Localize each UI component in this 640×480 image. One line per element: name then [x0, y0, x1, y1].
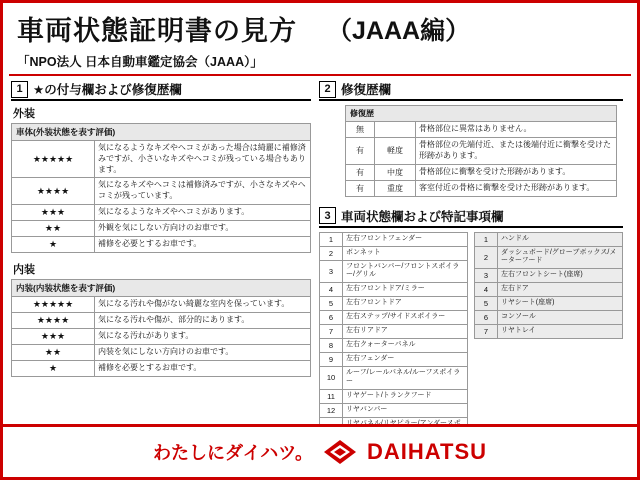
part-label: 左右フロントドア/ミラー: [343, 283, 468, 297]
table-row: [12, 236, 311, 252]
table-row: [12, 204, 311, 220]
rating-desc: 外観を気にしない方向けのお車です。: [95, 220, 311, 236]
part-no: 10: [320, 367, 343, 390]
table-row: [346, 180, 617, 196]
repair-flag: 無: [346, 122, 375, 138]
rating-desc: 内装を気にしない方向けのお車です。: [95, 344, 311, 360]
part-label: 左右フロントフェンダー: [343, 232, 468, 246]
rating-desc: 気になるようなキズやヘコミがあった場合は綺麗に補修済みですが、小さいなキズやヘコミが残っている場合もあります。: [95, 141, 311, 178]
table-row: [475, 232, 623, 246]
repair-history-table: [345, 105, 617, 197]
part-label: 左右フロントシート(座席): [498, 269, 623, 283]
rating-stars: ★★★: [12, 328, 95, 344]
rating-stars: ★★: [12, 220, 95, 236]
exterior-parts-table: [319, 232, 468, 441]
part-no: 12: [320, 403, 343, 417]
table-row: [346, 122, 617, 138]
part-no: 2: [320, 246, 343, 260]
section-2-number: 2: [319, 81, 336, 98]
table-row: [320, 283, 468, 297]
part-label: 左右ドア: [498, 283, 623, 297]
rating-stars: ★★: [12, 344, 95, 360]
rating-stars: ★★★★: [12, 178, 95, 205]
table-row: [12, 312, 311, 328]
rating-desc: 気になる汚れや傷が、部分的にあります。: [95, 312, 311, 328]
part-label: フロントバンパー/フロントスポイラー/グリル: [343, 260, 468, 283]
table-row: [320, 297, 468, 311]
repair-level: 中度: [375, 164, 416, 180]
table-row: [346, 164, 617, 180]
rating-desc: 気になる汚れがあります。: [95, 328, 311, 344]
right-column: [319, 80, 623, 440]
interior-parts-table: [474, 232, 623, 340]
part-no: 4: [320, 283, 343, 297]
table-row: [12, 296, 311, 312]
rating-desc: 補修を必要とするお車です。: [95, 236, 311, 252]
table-row: [475, 246, 623, 269]
part-no: 4: [475, 283, 498, 297]
exterior-table-header: 車体(外装状態を表す評価): [12, 124, 311, 141]
page-title: 車両状態証明書の見方: [17, 16, 297, 46]
table-row: [475, 269, 623, 283]
rating-desc: 気になるようなキズやヘコミがあります。: [95, 204, 311, 220]
part-label: ボンネット: [343, 246, 468, 260]
part-no: 5: [475, 297, 498, 311]
part-label: リヤバンパー: [343, 403, 468, 417]
part-label: リヤシート(座席): [498, 297, 623, 311]
title-row: [3, 3, 637, 48]
interior-rating-table: [11, 279, 311, 377]
table-row: [320, 260, 468, 283]
section-1-title: ★の付与欄および修復歴欄: [33, 83, 182, 97]
table-row: [475, 283, 623, 297]
part-no: 7: [320, 325, 343, 339]
repair-desc: 骨格部位の先端付近、または後端付近に衝撃を受けた形跡があります。: [416, 138, 617, 165]
part-label: 左右クォーターパネル: [343, 339, 468, 353]
section-2-title: 修復歴欄: [341, 83, 392, 97]
page-title-suffix: （JAAA編）: [327, 16, 471, 45]
table-row: [475, 325, 623, 339]
condition-note-tables: [319, 232, 623, 441]
table-row: [12, 328, 311, 344]
rating-stars: ★: [12, 236, 95, 252]
daihatsu-logo-icon: [323, 439, 357, 465]
part-no: 6: [320, 311, 343, 325]
table-row: [12, 141, 311, 178]
rating-desc: 気になるキズやヘコミは補修済みですが、小さなキズやヘコミが残っています。: [95, 178, 311, 205]
exterior-label: 外装: [13, 108, 35, 120]
content-columns: [3, 76, 637, 440]
part-no: 6: [475, 311, 498, 325]
left-column: [11, 80, 311, 440]
table-row: [12, 344, 311, 360]
part-label: 左右リアドア: [343, 325, 468, 339]
rating-stars: ★★★★: [12, 312, 95, 328]
section-3-title: 車両状態欄および特記事項欄: [341, 209, 504, 224]
part-no: 7: [475, 325, 498, 339]
table-row: [12, 220, 311, 236]
part-no: 3: [475, 269, 498, 283]
table-row: [320, 403, 468, 417]
repair-level: [375, 122, 416, 138]
table-row: [320, 311, 468, 325]
table-row: [475, 297, 623, 311]
rating-desc: 気になる汚れや傷がない綺麗な室内を保っています。: [95, 296, 311, 312]
section-2-header: [319, 80, 623, 101]
part-label: コンソール: [498, 311, 623, 325]
part-label: リヤゲート/トランクフード: [343, 389, 468, 403]
table-row: [320, 325, 468, 339]
table-row: [320, 246, 468, 260]
part-no: 5: [320, 297, 343, 311]
repair-desc: 骨格部位に衝撃を受けた形跡があります。: [416, 164, 617, 180]
part-no: 1: [475, 232, 498, 246]
part-label: ルーフ/レールパネル/ルーフスポイラー: [343, 367, 468, 390]
part-no: 8: [320, 339, 343, 353]
table-row: [320, 367, 468, 390]
part-label: ハンドル: [498, 232, 623, 246]
table-row: [320, 353, 468, 367]
table-row: [475, 311, 623, 325]
part-no: 3: [320, 260, 343, 283]
rating-desc: 補修を必要とするお車です。: [95, 360, 311, 376]
interior-label: 内装: [13, 263, 35, 276]
page-subtitle: 「NPO法人 日本自動車鑑定協会（JAAA）」: [17, 55, 263, 69]
rating-stars: ★: [12, 360, 95, 376]
repair-table-header: 修復歴: [346, 106, 617, 122]
footer: [3, 424, 637, 477]
part-label: ダッシュボード/グローブボックス/メーターフード: [498, 246, 623, 269]
part-no: 1: [320, 232, 343, 246]
section-1-header: [11, 80, 311, 101]
part-label: リヤトレイ: [498, 325, 623, 339]
interior-table-header: 内装(内装状態を表す評価): [12, 279, 311, 296]
repair-desc: 骨格部位に異常はありません。: [416, 122, 617, 138]
repair-level: 重度: [375, 180, 416, 196]
part-label: 左右フロントドア: [343, 297, 468, 311]
table-row: [320, 232, 468, 246]
repair-flag: 有: [346, 164, 375, 180]
table-row: [12, 178, 311, 205]
repair-desc: 客室付近の骨格に衝撃を受けた形跡があります。: [416, 180, 617, 196]
footer-catchphrase: わたしにダイハツ。: [152, 443, 313, 463]
repair-flag: 有: [346, 180, 375, 196]
part-no: 2: [475, 246, 498, 269]
rating-stars: ★★★: [12, 204, 95, 220]
rating-stars: ★★★★★: [12, 296, 95, 312]
footer-brand: DAIHATSU: [367, 439, 488, 464]
table-row: [12, 360, 311, 376]
part-no: 11: [320, 389, 343, 403]
table-row: [320, 389, 468, 403]
rating-stars: ★★★★★: [12, 141, 95, 178]
table-row: [346, 138, 617, 165]
section-1-number: 1: [11, 81, 28, 98]
section-3-header: [319, 207, 623, 228]
part-label: 左右フェンダー: [343, 353, 468, 367]
section-3-number: 3: [319, 207, 336, 224]
exterior-rating-table: [11, 123, 311, 253]
repair-level: 軽度: [375, 138, 416, 165]
repair-flag: 有: [346, 138, 375, 165]
table-row: [320, 339, 468, 353]
part-label: 左右ステップ/サイドスポイラー: [343, 311, 468, 325]
part-no: 9: [320, 353, 343, 367]
